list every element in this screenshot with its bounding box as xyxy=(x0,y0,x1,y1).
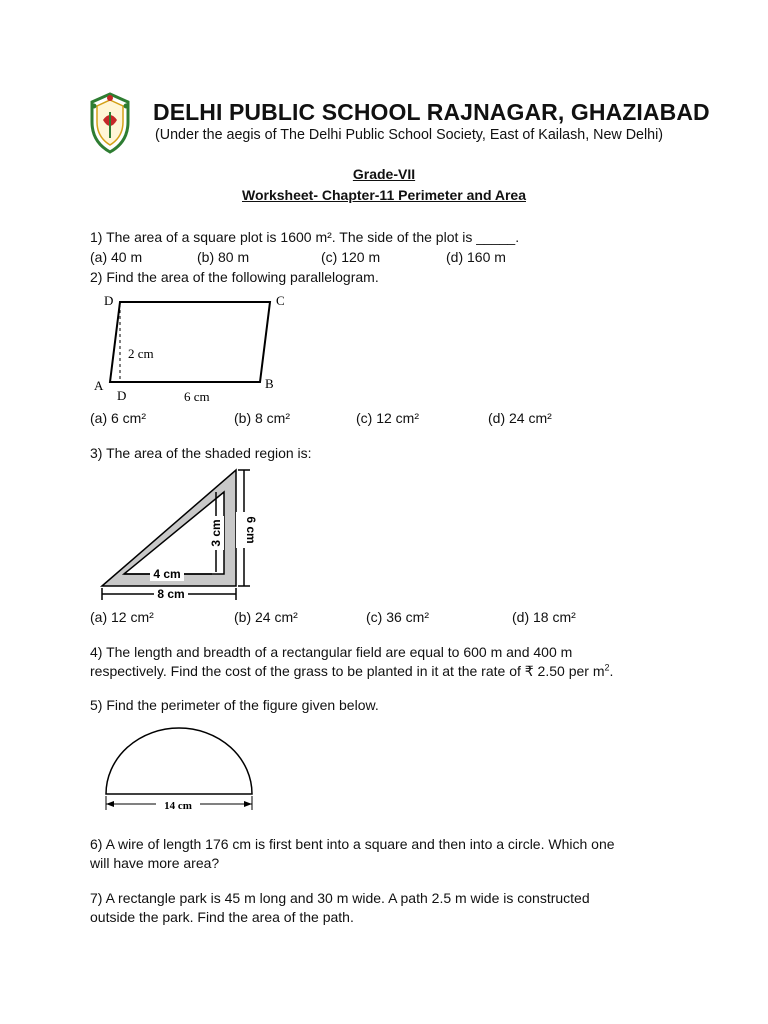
q3-option-a: (a) 12 cm² xyxy=(90,609,154,625)
question-6-line-2: will have more area? xyxy=(90,855,220,871)
q3-option-c: (c) 36 cm² xyxy=(366,609,429,625)
label-foot: D xyxy=(117,388,127,403)
question-text: respectively. Find the cost of the grass to be planted in it at the rate of ₹ 2.50 per m xyxy=(90,663,605,679)
q2-option-a: (a) 6 cm² xyxy=(90,410,146,426)
question-number: 3) xyxy=(90,445,103,461)
question-7-line-1 xyxy=(90,889,590,907)
q2-option-b: (b) 8 cm² xyxy=(234,410,290,426)
school-name: DELHI PUBLIC SCHOOL RAJNAGAR, GHAZIABAD xyxy=(153,99,710,125)
school-logo xyxy=(88,92,132,154)
label-bottom-left: A xyxy=(94,378,104,393)
question-text: Find the area of the following parallelogram. xyxy=(102,269,379,285)
label-inner-height: 3 cm xyxy=(209,519,223,547)
semicircle-figure xyxy=(100,722,260,814)
question-number: 5) xyxy=(90,697,103,713)
period: . xyxy=(609,663,614,679)
q1-option-b: (b) 80 m xyxy=(197,249,250,265)
arrow-right xyxy=(244,801,252,807)
label-height: 2 cm xyxy=(128,346,154,361)
question-5 xyxy=(90,696,379,714)
question-4-line-2 xyxy=(90,662,613,680)
label-base: 6 cm xyxy=(184,389,210,404)
question-7-line-2: outside the park. Find the area of the path. xyxy=(90,909,354,925)
label-outer-base: 8 cm xyxy=(157,587,185,601)
question-text: A wire of length 176 cm is first bent into a square and then into a circle. Which one xyxy=(102,836,615,852)
grade-title: Grade-VII xyxy=(352,166,416,182)
label-diameter: 14 cm xyxy=(164,800,192,812)
q1-option-d: (d) 160 m xyxy=(446,249,506,265)
q2-option-c: (c) 12 cm² xyxy=(356,410,419,426)
question-text: A rectangle park is 45 m long and 30 m wide. A path 2.5 m wide is constructed xyxy=(102,890,590,906)
question-number: 2) xyxy=(90,269,103,285)
q2-option-d: (d) 24 cm² xyxy=(488,410,552,426)
label-bottom-right: B xyxy=(265,376,274,391)
question-4-line-1 xyxy=(90,643,572,661)
parallelogram-shape xyxy=(110,302,270,382)
question-number: 4) xyxy=(90,644,103,660)
question-6-line-1 xyxy=(90,835,615,853)
question-number: 6) xyxy=(90,836,103,852)
school-subtitle: (Under the aegis of The Delhi Public School Society, East of Kailash, New Delhi) xyxy=(155,127,664,143)
question-text: The area of the shaded region is: xyxy=(102,445,312,461)
question-number: 1) xyxy=(90,229,103,245)
question-text: The area of a square plot is 1600 m². The side of the plot is _____. xyxy=(102,229,520,245)
label-outer-height: 6 cm xyxy=(244,516,258,544)
label-top-right: C xyxy=(276,293,285,308)
q3-option-d: (d) 18 cm² xyxy=(512,609,576,625)
label-inner-base: 4 cm xyxy=(153,567,181,581)
q1-option-a: (a) 40 m xyxy=(90,249,143,265)
question-3 xyxy=(90,444,312,462)
arrow-left xyxy=(106,801,114,807)
shaded-triangle-figure xyxy=(96,464,266,606)
semicircle-shape xyxy=(106,728,252,794)
question-number: 7) xyxy=(90,890,103,906)
q3-option-b: (b) 24 cm² xyxy=(234,609,298,625)
worksheet-title: Worksheet- Chapter-11 Perimeter and Area xyxy=(242,187,526,203)
superscript: 2 xyxy=(604,662,610,673)
question-1 xyxy=(90,228,519,246)
question-2 xyxy=(90,268,379,286)
parallelogram-figure xyxy=(88,288,288,408)
q1-option-c: (c) 120 m xyxy=(321,249,381,265)
label-top-left: D xyxy=(104,293,114,308)
question-text: Find the perimeter of the figure given below. xyxy=(102,697,379,713)
question-text: The length and breadth of a rectangular field are equal to 600 m and 400 m xyxy=(102,644,573,660)
